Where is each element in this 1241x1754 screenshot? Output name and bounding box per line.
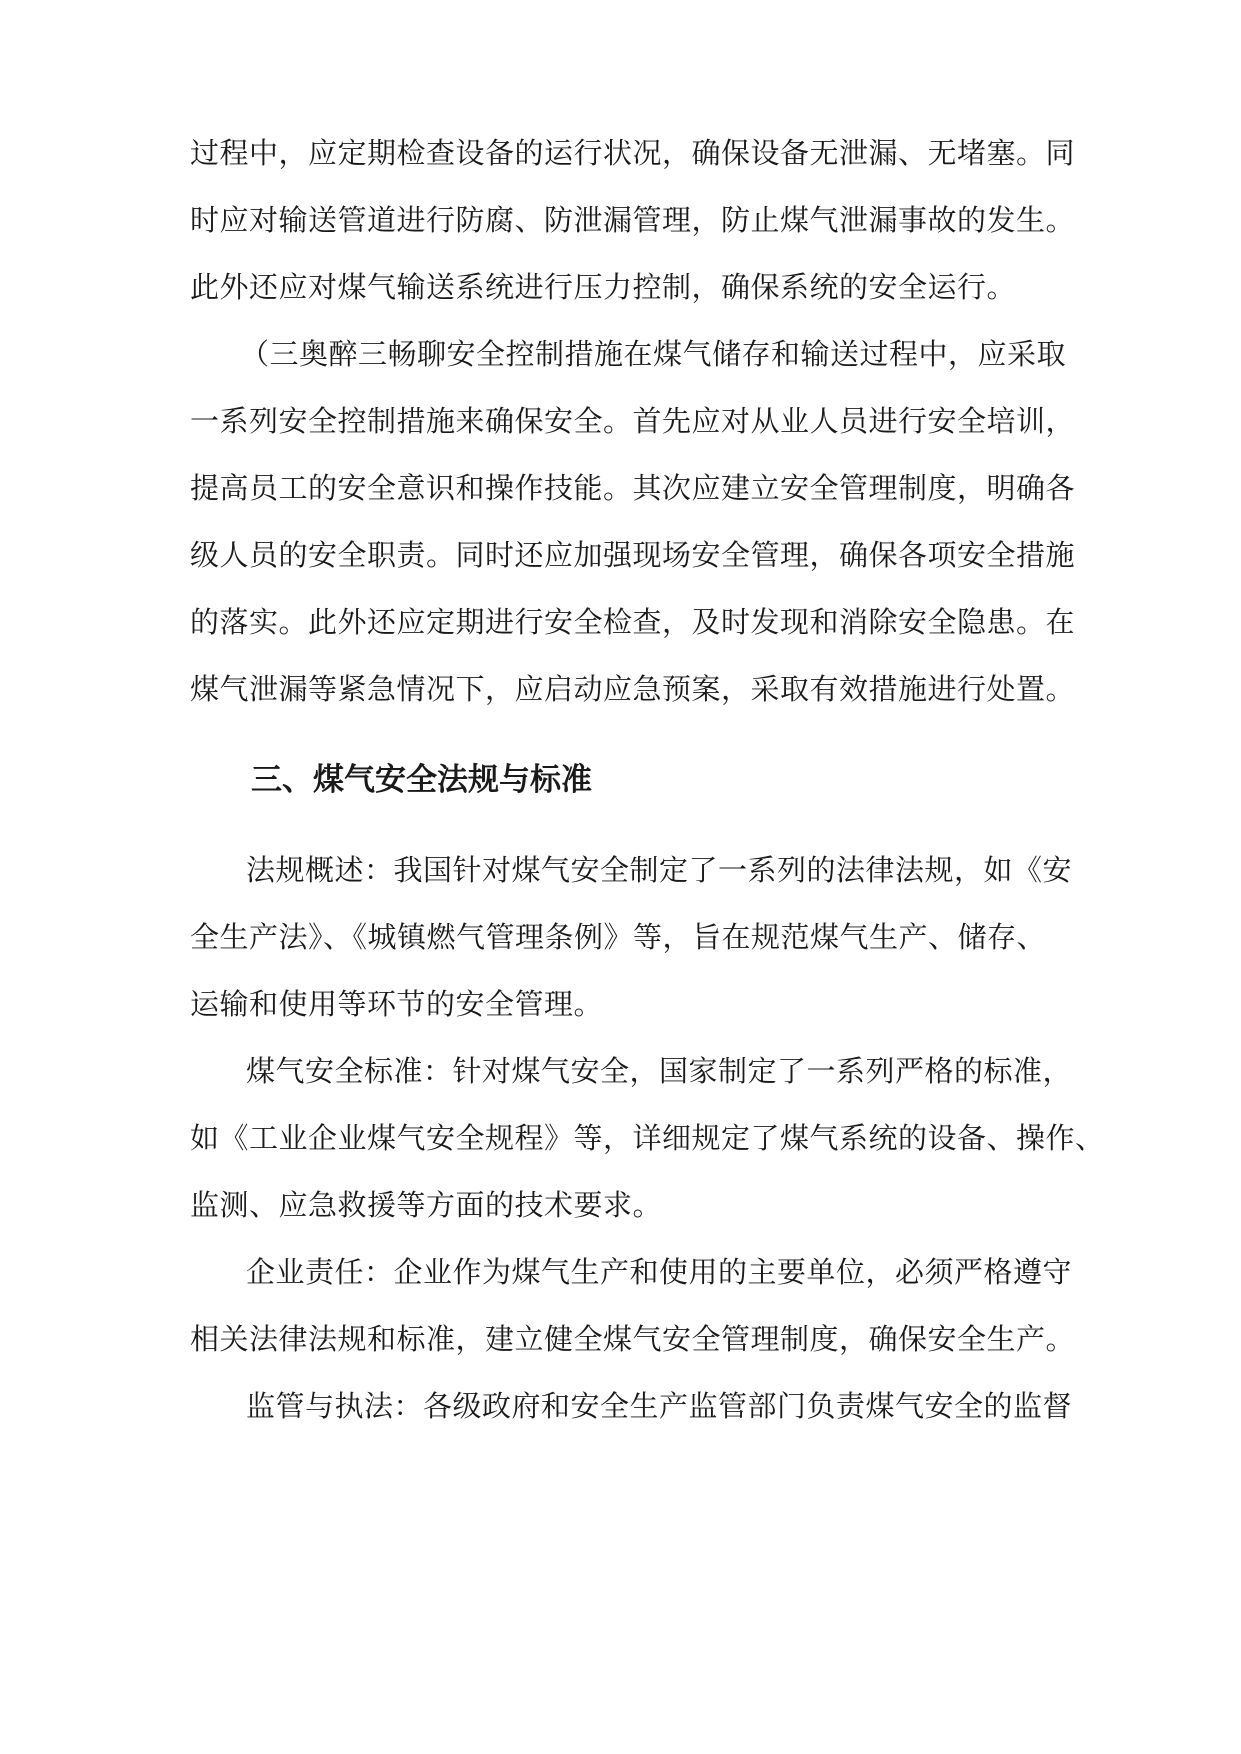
p4-line-2: 如《工业企业煤气安全规程》等，详细规定了煤气系统的设备、操作、 <box>190 1121 1105 1155</box>
p5-line-1: 企业责任：企业作为煤气生产和使用的主要单位，必须严格遵守 <box>246 1255 1073 1289</box>
p2-line-5: 的落实。此外还应定期进行安全检查，及时发现和消除安全隐患。在 <box>190 605 1076 639</box>
p3-line-1: 法规概述：我国针对煤气安全制定了一系列的法律法规，如《安 <box>246 853 1073 887</box>
p4-line-1: 煤气安全标准：针对煤气安全，国家制定了一系列严格的标准， <box>246 1054 1073 1088</box>
p3-line-3: 运输和使用等环节的安全管理。 <box>190 987 604 1021</box>
p2-line-6: 煤气泄漏等紧急情况下，应启动应急预案，采取有效措施进行处置。 <box>190 672 1076 706</box>
p6-line-1: 监管与执法：各级政府和安全生产监管部门负责煤气安全的监督 <box>246 1389 1073 1423</box>
p2-line-3: 提高员工的安全意识和操作技能。其次应建立安全管理制度，明确各 <box>190 471 1076 505</box>
p2-line-4: 级人员的安全职责。同时还应加强现场安全管理，确保各项安全措施 <box>190 538 1076 572</box>
p2-line-1: （三奥醉三畅聊安全控制措施在煤气储存和输送过程中，应采取 <box>240 337 1067 371</box>
p5-line-2: 相关法律法规和标准，建立健全煤气安全管理制度，确保安全生产。 <box>190 1322 1076 1356</box>
p1-line-3: 此外还应对煤气输送系统进行压力控制，确保系统的安全运行。 <box>190 270 1017 304</box>
p2-line-2: 一系列安全控制措施来确保安全。首先应对从业人员进行安全培训， <box>190 404 1076 438</box>
p1-line-2: 时应对输送管道进行防腐、防泄漏管理，防止煤气泄漏事故的发生。 <box>190 203 1076 237</box>
p4-line-3: 监测、应急救援等方面的技术要求。 <box>190 1188 663 1222</box>
p3-line-2: 全生产法》、《城镇燃气管理条例》等，旨在规范煤气生产、储存、 <box>190 920 1047 954</box>
p1-line-1: 过程中，应定期检查设备的运行状况，确保设备无泄漏、无堵塞。同 <box>190 136 1076 170</box>
section-heading: 三、煤气安全法规与标准 <box>251 762 592 798</box>
